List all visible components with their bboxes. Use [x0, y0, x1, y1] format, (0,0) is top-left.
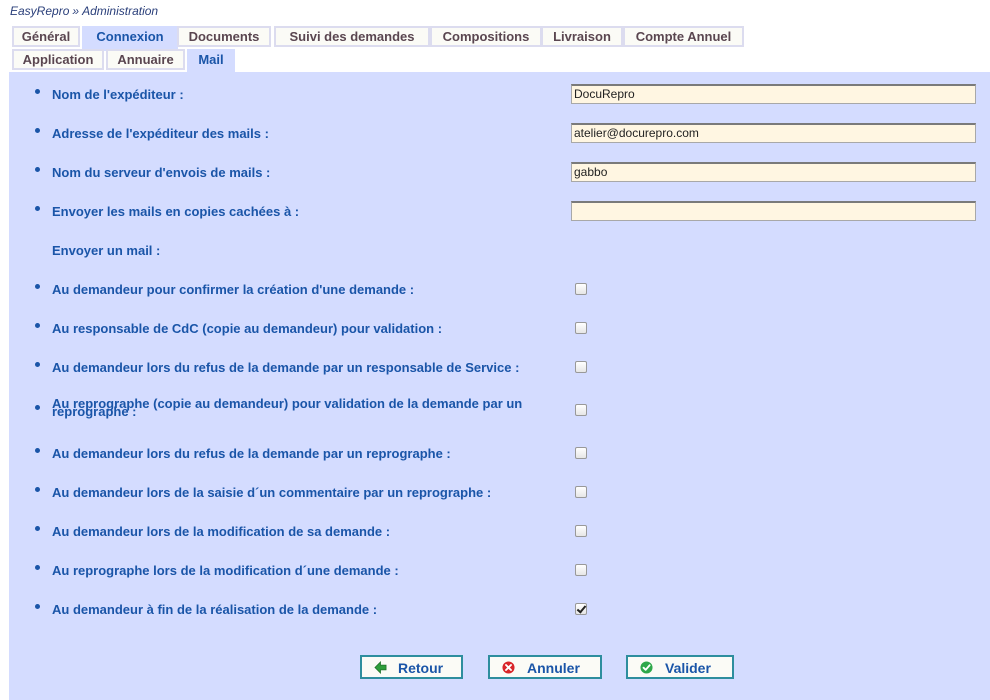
option-checkbox[interactable] [575, 404, 587, 416]
option-row [9, 521, 990, 543]
option-label: Au demandeur lors du refus de la demande par un responsable de Service : [52, 360, 520, 375]
sender-name-row [9, 84, 990, 106]
option-label: Au reprographe lors de la modification d´une demande : [52, 563, 399, 578]
back-button-label: Retour [398, 660, 444, 676]
bullet-icon [35, 284, 40, 289]
send-mail-heading: Envoyer un mail : [52, 243, 161, 258]
breadcrumb-section: Administration [82, 4, 159, 18]
bullet-icon [35, 565, 40, 570]
tab-connexion[interactable]: Connexion [82, 26, 178, 51]
bcc-label: Envoyer les mails en copies cachées à : [52, 204, 300, 219]
option-label: Au demandeur lors de la modification de sa demande : [52, 524, 391, 539]
option-checkbox[interactable] [575, 525, 587, 537]
bullet-icon [35, 89, 40, 94]
bullet-icon [35, 604, 40, 609]
tab-compositions[interactable]: Compositions [430, 26, 542, 47]
breadcrumb-app[interactable]: EasyRepro [10, 4, 70, 18]
bullet-icon [35, 448, 40, 453]
tab-application[interactable]: Application [12, 49, 104, 70]
sender-address-row [9, 123, 990, 145]
sender-address-label: Adresse de l'expéditeur des mails : [52, 126, 269, 141]
mail-server-input[interactable]: gabbo [571, 162, 976, 182]
tab-suivi-demandes[interactable]: Suivi des demandes [274, 26, 430, 47]
tab-annuaire[interactable]: Annuaire [106, 49, 185, 70]
sender-name-label: Nom de l'expéditeur : [52, 87, 184, 102]
cancel-button-label: Annuler [527, 660, 580, 676]
tab-general[interactable]: Général [12, 26, 80, 47]
option-row [9, 482, 990, 504]
option-label: Au demandeur à fin de la réalisation de la demande : [52, 602, 378, 617]
option-checkbox[interactable] [575, 361, 587, 373]
option-row [9, 318, 990, 340]
option-row [9, 357, 990, 379]
option-row [9, 396, 990, 422]
option-row [9, 279, 990, 301]
sender-name-input[interactable]: DocuRepro [571, 84, 976, 104]
option-row [9, 599, 990, 621]
option-checkbox[interactable] [575, 447, 587, 459]
cancel-x-icon [502, 661, 515, 674]
option-row [9, 443, 990, 465]
bullet-icon [35, 128, 40, 133]
sender-address-input[interactable]: atelier@docurepro.com [571, 123, 976, 143]
option-label: Au demandeur pour confirmer la création d'une demande : [52, 282, 415, 297]
mail-server-row [9, 162, 990, 184]
breadcrumb [10, 4, 158, 18]
validate-button-label: Valider [665, 660, 711, 676]
tab-compte-annuel[interactable]: Compte Annuel [623, 26, 744, 47]
bcc-input[interactable] [571, 201, 976, 221]
option-label: Au demandeur lors de la saisie d´un commentaire par un reprographe : [52, 485, 492, 500]
mail-settings-panel [9, 72, 990, 700]
check-circle-icon [640, 661, 653, 674]
bullet-icon [35, 167, 40, 172]
option-checkbox[interactable] [575, 283, 587, 295]
bullet-icon [35, 487, 40, 492]
send-mail-heading-row [9, 240, 990, 262]
cancel-button[interactable] [488, 655, 602, 679]
tab-mail[interactable]: Mail [187, 49, 235, 74]
option-checkbox[interactable] [575, 564, 587, 576]
tab-documents[interactable]: Documents [177, 26, 271, 47]
bullet-icon [35, 405, 40, 410]
option-checkbox[interactable] [575, 486, 587, 498]
bullet-icon [35, 206, 40, 211]
arrow-left-icon [374, 661, 387, 674]
bullet-icon [35, 362, 40, 367]
bullet-icon [35, 323, 40, 328]
breadcrumb-separator: » [72, 4, 80, 18]
back-button[interactable] [360, 655, 463, 679]
option-checkbox[interactable] [575, 603, 587, 615]
bullet-icon [35, 526, 40, 531]
option-label: Au demandeur lors du refus de la demande par un reprographe : [52, 446, 451, 461]
option-checkbox[interactable] [575, 322, 587, 334]
bcc-row [9, 201, 990, 223]
validate-button[interactable] [626, 655, 734, 679]
mail-server-label: Nom du serveur d'envois de mails : [52, 165, 271, 180]
option-label: Au responsable de CdC (copie au demandeur) pour validation : [52, 321, 443, 336]
option-label: Au reprographe (copie au demandeur) pour validation de la demande par un reprographe : [52, 396, 523, 419]
option-row [9, 560, 990, 582]
tab-livraison[interactable]: Livraison [541, 26, 623, 47]
